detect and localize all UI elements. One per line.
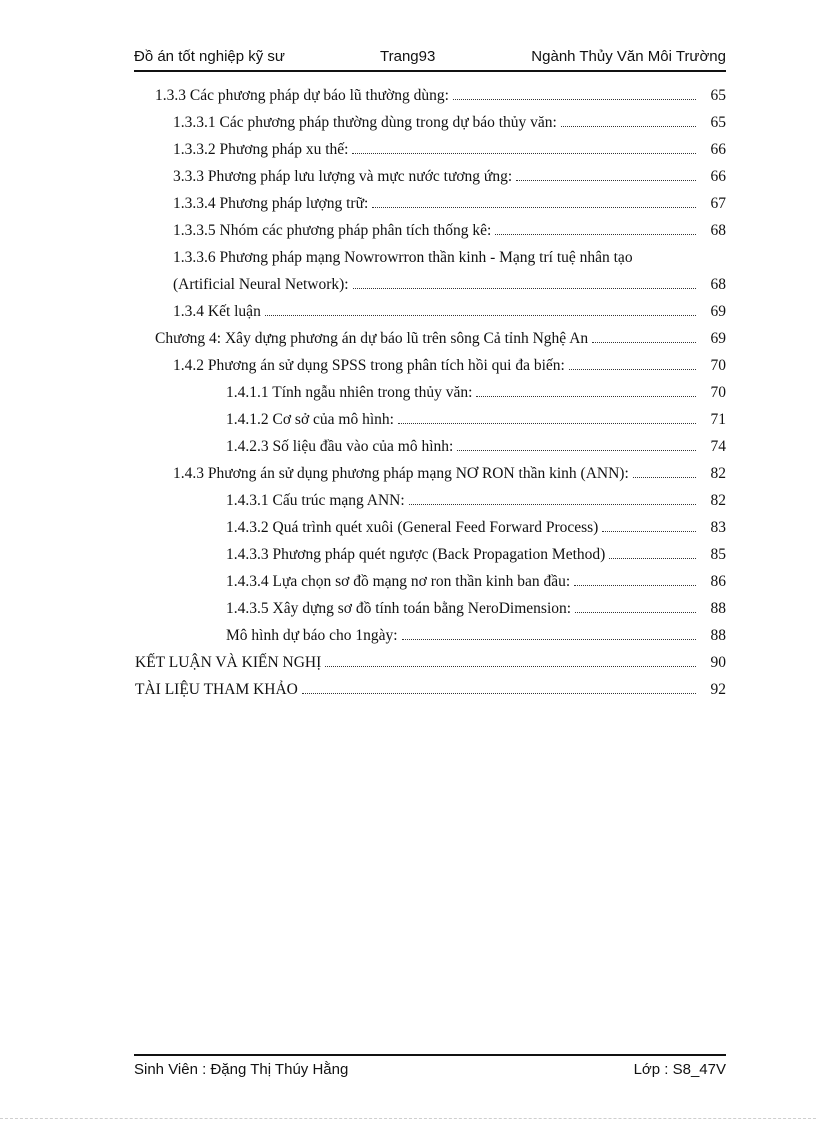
toc-leader-dots — [495, 224, 696, 235]
toc-entry[interactable] — [173, 168, 726, 192]
toc-entry-page: 82 — [710, 492, 726, 509]
toc-entry-label: 1.4.3.2 Quá trình quét xuôi (General Feed Forward Process) — [226, 519, 599, 536]
toc-entry[interactable] — [173, 276, 726, 300]
toc-entry-label: KẾT LUẬN VÀ KIẾN NGHỊ — [135, 654, 322, 671]
toc-leader-dots — [398, 413, 696, 424]
toc-entry-label: 1.3.3.2 Phương pháp xu thế: — [173, 141, 349, 158]
page-header — [134, 48, 726, 72]
toc-leader-dots — [409, 494, 696, 505]
toc-leader-dots — [516, 170, 696, 181]
toc-entry-label: 1.4.3.4 Lựa chọn sơ đồ mạng nơ ron thần kinh ban đầu: — [226, 573, 571, 590]
toc-entry[interactable] — [173, 141, 726, 165]
toc-entry-page: 69 — [710, 303, 726, 320]
toc-entry-page: 71 — [710, 411, 726, 428]
toc-entry[interactable] — [173, 303, 726, 327]
toc-entry-page: 69 — [710, 330, 726, 347]
toc-entry-page: 70 — [710, 384, 726, 401]
toc-entry-page: 65 — [710, 87, 726, 104]
toc-entry-label: Mô hình dự báo cho 1ngày: — [226, 627, 398, 644]
toc-entry[interactable] — [155, 330, 726, 354]
toc-entry-page: 68 — [710, 276, 726, 293]
toc-entry[interactable] — [135, 654, 726, 678]
toc-entry-label: 1.4.1.1 Tính ngẫu nhiên trong thủy văn: — [226, 384, 473, 401]
toc-entry-label: 1.3.3.6 Phương pháp mạng Nowrowrron thần kinh - Mạng trí tuệ nhân tạo — [173, 249, 633, 266]
toc-entry-label: 1.4.3.1 Cấu trúc mạng ANN: — [226, 492, 405, 509]
toc-entry-label: 1.4.1.2 Cơ sở của mô hình: — [226, 411, 394, 428]
toc-entry[interactable] — [173, 357, 726, 381]
toc-leader-dots — [302, 683, 696, 694]
toc-entry[interactable] — [226, 384, 726, 408]
toc-entry-label: (Artificial Neural Network): — [173, 276, 349, 293]
toc-entry[interactable] — [226, 492, 726, 516]
toc-leader-dots — [402, 629, 696, 640]
toc-leader-dots — [633, 467, 696, 478]
toc-entry[interactable] — [173, 195, 726, 219]
header-right-text: Ngành Thủy Văn Môi Trường — [531, 48, 726, 65]
toc-leader-dots — [353, 278, 696, 289]
toc-entry-page: 83 — [710, 519, 726, 536]
toc-entry-page: 88 — [710, 600, 726, 617]
toc-entry[interactable] — [173, 222, 726, 246]
toc-leader-dots — [325, 656, 696, 667]
toc-entry-label: 1.3.3 Các phương pháp dự báo lũ thường dùng: — [155, 87, 449, 104]
toc-entry[interactable] — [226, 600, 726, 624]
footer-student-name: Sinh Viên : Đặng Thị Thúy Hằng — [134, 1061, 349, 1078]
footer-class: Lớp : S8_47V — [633, 1061, 726, 1078]
toc-entry-label: Chương 4: Xây dựng phương án dự báo lũ trên sông Cả tỉnh Nghệ An — [155, 330, 589, 347]
toc-entry[interactable] — [226, 573, 726, 597]
toc-entry[interactable] — [226, 519, 726, 543]
toc-entry[interactable] — [226, 411, 726, 435]
toc-entry[interactable] — [155, 87, 726, 111]
toc-entry[interactable] — [226, 627, 726, 651]
header-left-text: Đồ án tốt nghiệp kỹ sư — [134, 48, 285, 65]
toc-entry-label: 1.4.3.3 Phương pháp quét ngược (Back Propagation Method) — [226, 546, 606, 563]
toc-entry-page: 82 — [710, 465, 726, 482]
toc-entry-page: 68 — [710, 222, 726, 239]
toc-entry[interactable] — [173, 249, 726, 273]
toc-leader-dots — [592, 332, 696, 343]
toc-leader-dots — [453, 89, 696, 100]
toc-entry[interactable] — [173, 114, 726, 138]
toc-leader-dots — [602, 521, 696, 532]
toc-entry[interactable] — [135, 681, 726, 705]
toc-entry-page: 74 — [710, 438, 726, 455]
toc-entry-page: 85 — [710, 546, 726, 563]
page-bottom-divider — [0, 1118, 816, 1119]
toc-entry-page: 88 — [710, 627, 726, 644]
toc-leader-dots — [372, 197, 696, 208]
toc-entry-label: 1.3.4 Kết luận — [173, 303, 261, 320]
toc-entry-label: TÀI LIỆU THAM KHẢO — [135, 681, 298, 698]
toc-entry-label: 1.4.2.3 Số liệu đầu vào của mô hình: — [226, 438, 454, 455]
toc-entry-page: 90 — [710, 654, 726, 671]
toc-leader-dots — [457, 440, 696, 451]
toc-entry-label: 1.4.3 Phương án sử dụng phương pháp mạng NƠ RON thần kinh (ANN): — [173, 465, 629, 482]
toc-leader-dots — [476, 386, 696, 397]
toc-entry-page: 86 — [710, 573, 726, 590]
toc-entry-label: 3.3.3 Phương pháp lưu lượng và mực nước tương ứng: — [173, 168, 513, 185]
toc-entry-page: 70 — [710, 357, 726, 374]
toc-entry-page: 67 — [710, 195, 726, 212]
toc-entry-label: 1.3.3.5 Nhóm các phương pháp phân tích thống kê: — [173, 222, 492, 239]
toc-entry[interactable] — [226, 438, 726, 462]
toc-entry-page: 92 — [710, 681, 726, 698]
toc-leader-dots — [265, 305, 696, 316]
toc-entry-page: 65 — [710, 114, 726, 131]
toc-leader-dots — [352, 143, 696, 154]
toc-leader-dots — [569, 359, 696, 370]
toc-entry-label: 1.3.3.4 Phương pháp lượng trữ: — [173, 195, 369, 212]
toc-leader-dots — [575, 602, 696, 613]
toc-leader-spacer — [637, 252, 696, 262]
header-page-number: Trang93 — [380, 48, 436, 65]
page-footer — [134, 1054, 726, 1082]
toc-entry-label: 1.4.3.5 Xây dựng sơ đồ tính toán bằng NeroDimension: — [226, 600, 572, 617]
toc-entry[interactable] — [226, 546, 726, 570]
toc-entry-label: 1.4.2 Phương án sử dụng SPSS trong phân tích hồi qui đa biến: — [173, 357, 565, 374]
toc-entry[interactable] — [173, 465, 726, 489]
toc-leader-dots — [609, 548, 696, 559]
toc-leader-dots — [561, 116, 696, 127]
toc-entry-page: 66 — [710, 168, 726, 185]
toc-entry-page: 66 — [710, 141, 726, 158]
toc-entry-label: 1.3.3.1 Các phương pháp thường dùng trong dự báo thủy văn: — [173, 114, 557, 131]
toc-leader-dots — [574, 575, 696, 586]
